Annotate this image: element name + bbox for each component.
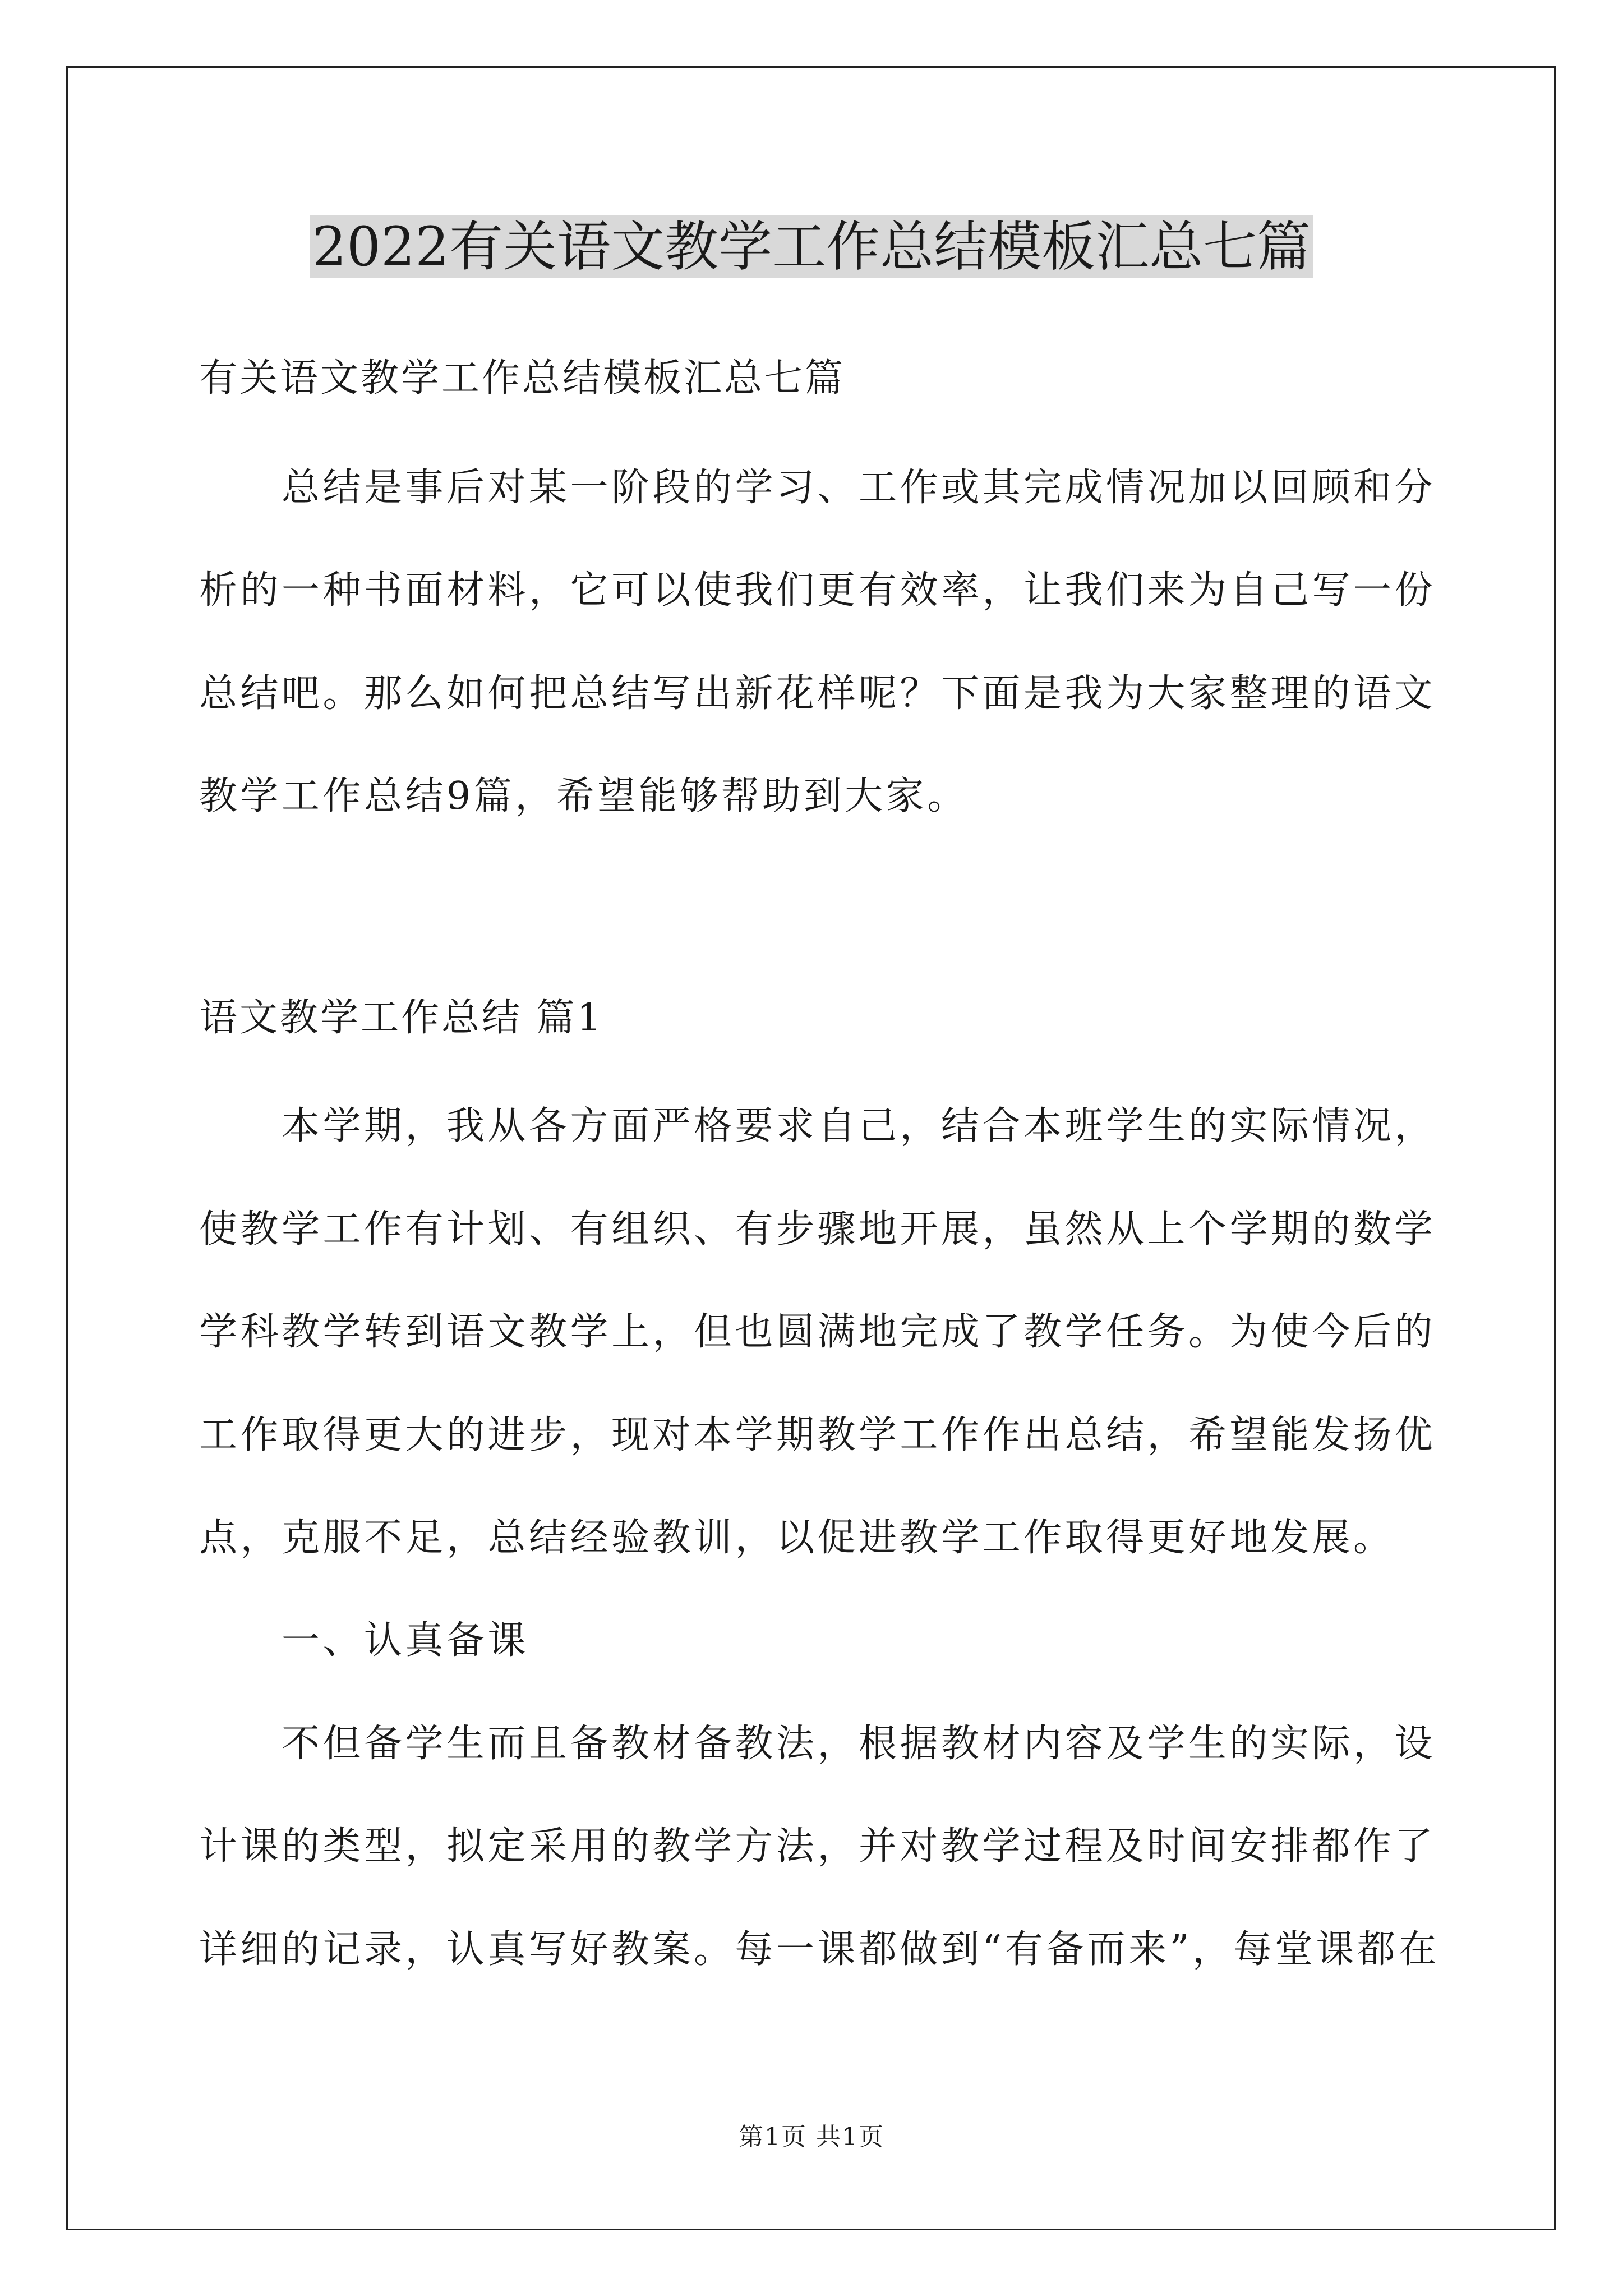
document-title	[0, 205, 1623, 289]
intro-line: 总结是事后对某一阶段的学习、工作或其完成情况加以回顾和分	[282, 466, 1436, 510]
section1-line: 本学期，我从各方面严格要求自己，结合本班学生的实际情况，	[282, 1104, 1436, 1148]
section2-line: 计课的类型，拟定采用的教学方法，并对教学过程及时间安排都作了	[199, 1824, 1436, 1869]
document-title-text: 2022有关语文教学工作总结模板汇总七篇	[310, 215, 1313, 278]
document-subtitle: 有关语文教学工作总结模板汇总七篇	[199, 356, 846, 401]
intro-line: 教学工作总结9篇，希望能够帮助到大家。	[199, 774, 969, 818]
section-heading: 语文教学工作总结 篇1	[199, 996, 603, 1040]
intro-line: 总结吧。那么如何把总结写出新花样呢？下面是我为大家整理的语文	[199, 671, 1436, 716]
page-footer: 第1页 共1页	[739, 2123, 884, 2151]
intro-line: 析的一种书面材料，它可以使我们更有效率，让我们来为自己写一份	[199, 568, 1436, 613]
section2-line: 不但备学生而且备教材备教法，根据教材内容及学生的实际，设	[282, 1722, 1436, 1766]
section1-line: 点，克服不足，总结经验教训，以促进教学工作取得更好地发展。	[199, 1516, 1395, 1560]
section2-line: 详细的记录，认真写好教案。每一课都做到“有备而来”，每堂课都在	[199, 1927, 1440, 1972]
section1-line: 学科教学转到语文教学上，但也圆满地完成了教学任务。为使今后的	[199, 1310, 1436, 1354]
section1-line: 工作取得更大的进步，现对本学期教学工作作出总结，希望能发扬优	[199, 1413, 1436, 1457]
section1-line: 使教学工作有计划、有组织、有步骤地开展，虽然从上个学期的数学	[199, 1207, 1436, 1251]
subheading: 一、认真备课	[282, 1618, 529, 1663]
